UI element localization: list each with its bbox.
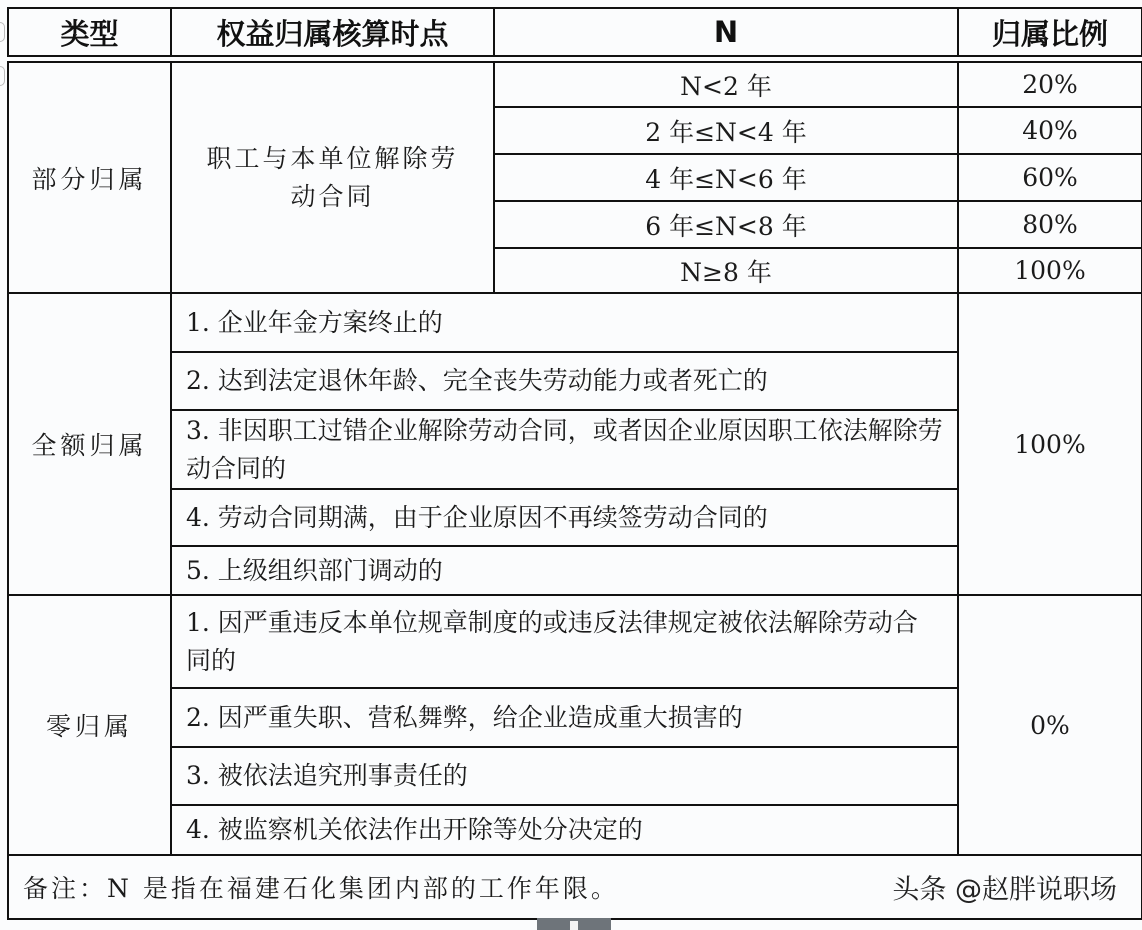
condition-item: 3. 被依法追究刑事责任的 (171, 747, 958, 805)
header-table (7, 7, 1142, 57)
vesting-table (7, 61, 1142, 920)
ratio-value: 100% (958, 248, 1142, 293)
condition-item: 1. 企业年金方案终止的 (171, 293, 958, 352)
ratio-value: 60% (958, 154, 1142, 201)
n-range: N≥8 年 (494, 248, 958, 293)
header-type: 类型 (8, 8, 171, 56)
ratio-zero: 0% (958, 595, 1142, 855)
header-n: N (494, 8, 958, 56)
point-partial-text: 职工与本单位解除劳动合同 (206, 143, 459, 211)
ratio-value: 40% (958, 107, 1142, 154)
scroll-tab-handle[interactable] (537, 918, 611, 930)
condition-item: 5. 上级组织部门调动的 (171, 546, 958, 595)
edge-marker (0, 66, 5, 86)
condition-item: 4. 被监察机关依法作出开除等处分决定的 (171, 805, 958, 855)
point-partial (171, 62, 494, 293)
header-ratio: 归属比例 (958, 8, 1142, 56)
ratio-value: 20% (958, 62, 1142, 107)
note-text: 备注：N 是指在福建石化集团内部的工作年限。 (23, 874, 619, 903)
condition-item: 4. 劳动合同期满，由于企业原因不再续签劳动合同的 (171, 489, 958, 546)
ratio-full: 100% (958, 293, 1142, 595)
note-row (8, 855, 1142, 919)
type-partial: 部分归属 (8, 62, 171, 293)
condition-item: 2. 因严重失职、营私舞弊，给企业造成重大损害的 (171, 688, 958, 747)
ratio-value: 80% (958, 201, 1142, 248)
note-cell (8, 855, 1142, 919)
type-zero: 零归属 (8, 595, 171, 855)
type-full: 全额归属 (8, 293, 171, 595)
n-range: 2 年≤N<4 年 (494, 107, 958, 154)
n-range: 6 年≤N<8 年 (494, 201, 958, 248)
header-point: 权益归属核算时点 (171, 8, 494, 56)
n-range: N<2 年 (494, 62, 958, 107)
watermark: 头条 @赵胖说职场 (892, 874, 1117, 906)
condition-item: 1. 因严重违反本单位规章制度的或违反法律规定被依法解除劳动合同的 (171, 595, 958, 688)
table-row (8, 293, 1142, 352)
edge-marker (0, 22, 5, 42)
condition-item: 2. 达到法定退休年龄、完全丧失劳动能力或者死亡的 (171, 352, 958, 410)
n-range: 4 年≤N<6 年 (494, 154, 958, 201)
header-row (8, 8, 1142, 56)
table-row (8, 62, 1142, 107)
table-row (8, 595, 1142, 688)
condition-item: 3. 非因职工过错企业解除劳动合同，或者因企业原因职工依法解除劳动合同的 (171, 410, 958, 489)
